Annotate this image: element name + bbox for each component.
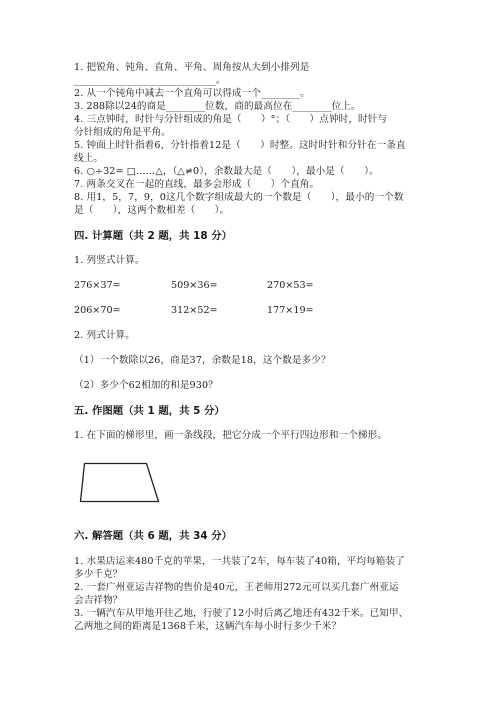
question-2: 2. 从一个钝角中减去一个直角可以得成一个________。 [74, 88, 310, 99]
question-6: 6. ○÷32= □……△，（△≠0），余数最大是（ ），最小是（ ）。 [74, 166, 379, 177]
section-6-question-2-line-2: 会吉祥物？ [74, 595, 123, 606]
calc-item: 177×19= [267, 305, 314, 316]
section-6-question-3-line-1: 3. 一辆汽车从甲地开往乙地，行驶了12小时后离乙地还有432千米。已知甲、 [74, 608, 409, 619]
trapezoid-shape [81, 464, 159, 502]
question-7: 7. 两条交叉在一起的直线，最多会形成（ ）个直角。 [74, 179, 320, 190]
question-1-line-2: _____________________________。 [74, 75, 226, 86]
question-8-line-2: 是（ ），这两个数相差（ ）。 [74, 205, 230, 216]
calc-item: 312×52= [171, 305, 218, 316]
section-6-question-2-line-1: 2. 一套广州亚运吉祥物的售价是40元，王老师用272元可以买几套广州亚运 [74, 582, 399, 593]
section-5-question-1: 1. 在下面的梯形里，画一条线段，把它分成一个平行四边形和一个梯形。 [74, 430, 388, 441]
section-6-question-1-line-1: 1. 水果店运来480千克的苹果，一共装了2车，每车装了40箱，平均每箱装了 [74, 556, 405, 567]
section-5-title: 五. 作图题（共 1 题，共 5 分） [74, 405, 225, 417]
section-4-title: 四. 计算题（共 2 题，共 18 分） [74, 230, 233, 242]
section-4-question-1: 1. 列竖式计算。 [74, 255, 145, 266]
question-1-line-1: 1. 把锐角、钝角、直角、平角、周角按从大到小排列是 [74, 62, 310, 73]
section-6-question-3-line-2: 乙两地之间的距离是1368千米，这辆汽车每小时行多少千米？ [74, 621, 342, 632]
question-4-line-1: 4. 三点钟时，时针与分针组成的角是（ ）°；（ ）点钟时，时针与 [74, 114, 388, 125]
section-4-subquestion-2: （2）多少个62相加的和是930？ [74, 380, 218, 391]
question-4-line-2: 分针组成的角是平角。 [74, 127, 171, 138]
trapezoid-figure [74, 458, 164, 508]
calc-item: 509×36= [171, 280, 218, 291]
calc-item: 206×70= [74, 305, 121, 316]
question-5-line-2: 线上。 [74, 153, 104, 164]
calc-item: 276×37= [74, 280, 121, 291]
section-6-question-1-line-2: 多少千克？ [74, 569, 123, 580]
section-6-title: 六. 解答题（共 6 题，共 34 分） [74, 530, 233, 542]
section-4-question-2: 2. 列式计算。 [74, 330, 135, 341]
question-5-line-1: 5. 钟面上时针指着6，分针指着12是（ ）时整。这时时针和分针在一条直 [74, 140, 406, 151]
section-4-subquestion-1: （1）一个数除以26，商是37，余数是18，这个数是多少？ [74, 355, 331, 366]
question-8-line-1: 8. 用1，5，7，9，0这几个数字组成最大的一个数是（ ），最小的一个数 [74, 192, 404, 203]
question-3: 3. 288除以24的商是________位数，商的最高位在________位上。 [74, 101, 361, 112]
calc-item: 270×53= [267, 280, 314, 291]
